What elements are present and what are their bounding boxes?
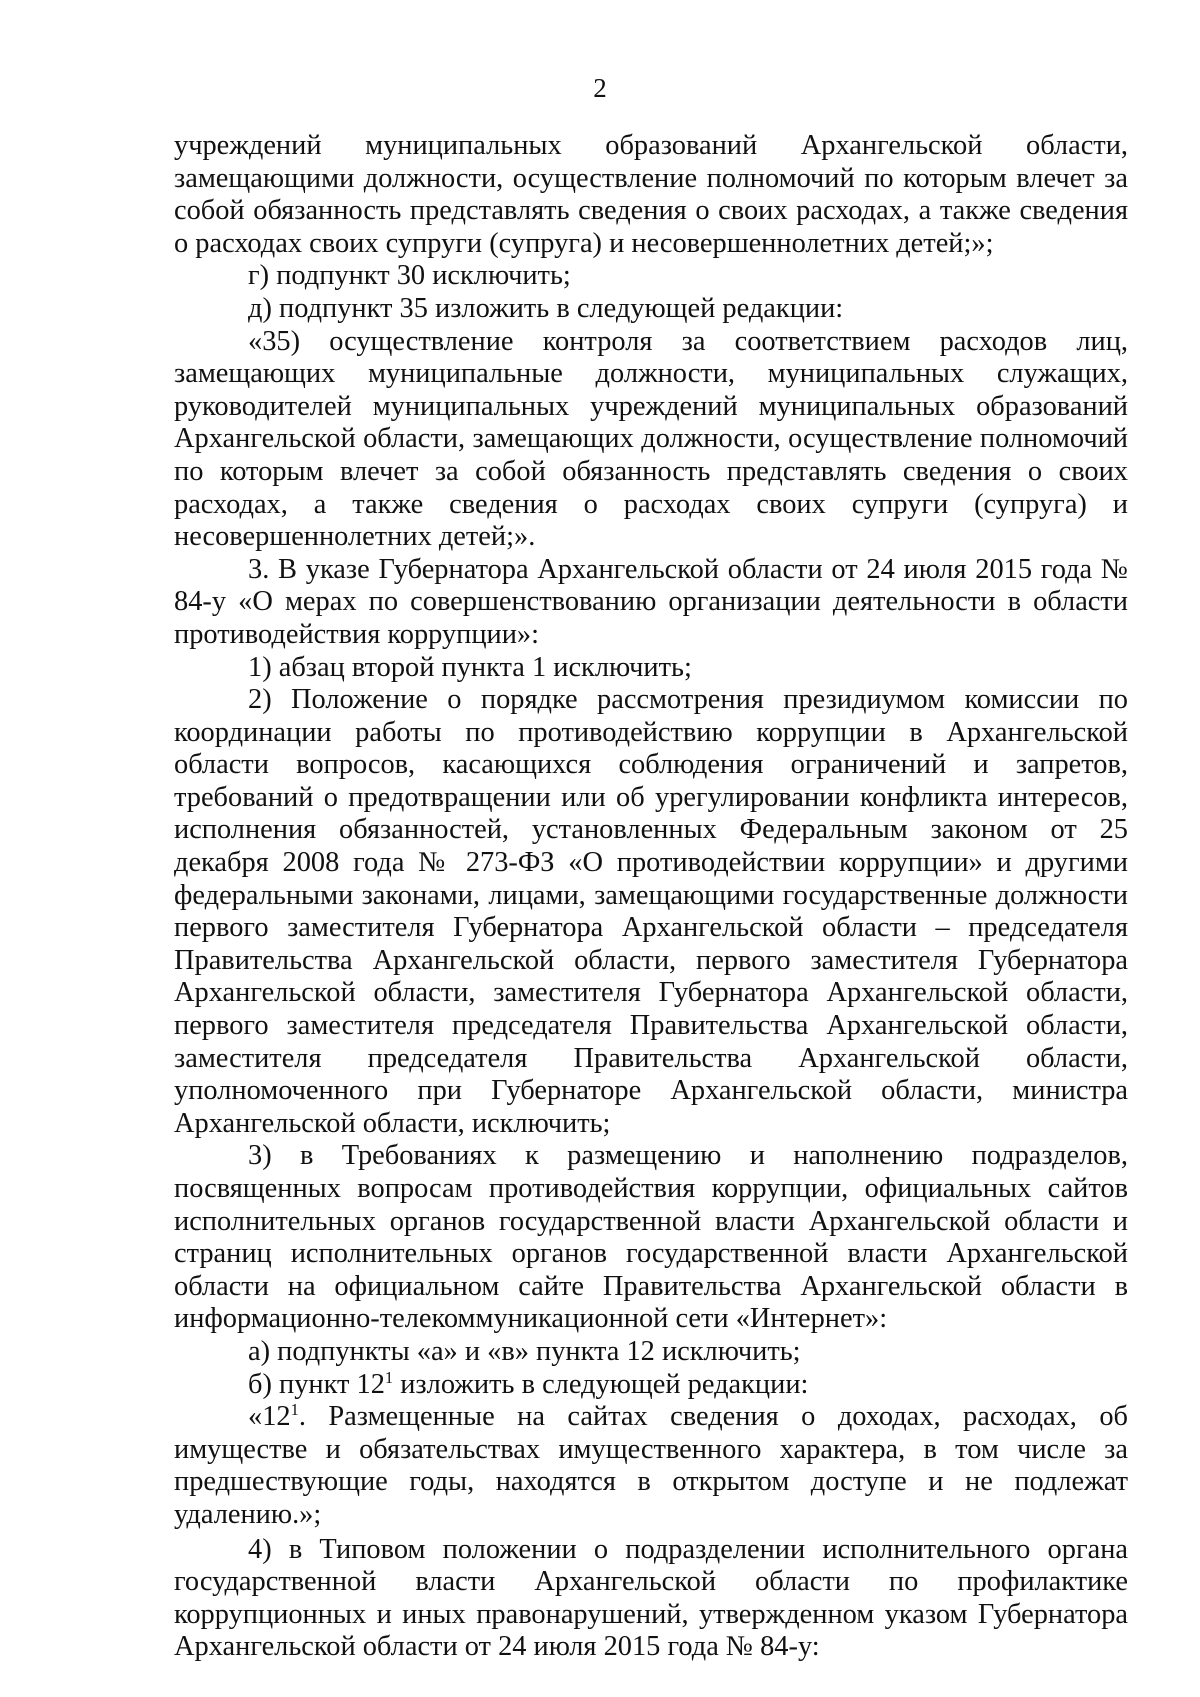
page-number: 2 [593,73,607,103]
paragraph-subitem-a: а) подпункты «а» и «в» пункта 12 исключить; [248,1335,801,1367]
paragraph-subitem-g: г) подпункт 30 исключить; [248,260,571,292]
superscript-one: 1 [384,1367,394,1387]
paragraph-subitem-b [174,1369,1128,1402]
paragraph-item-2: 2) Положение о порядке рассмотрения президиумом комиссии по координации работы по противодействию коррупции в Архангельской области вопросов, касающихся соблюдения ограничений и запретов, требований о предотвращении или об урегулировании конфликта интересов, исполнения обязанностей, установленных Федеральным законом от 25 декабря 2008 года № 273-ФЗ «О противодействии коррупции» и другими федеральными законами, лицами, замещающими государственные должности первого заместителя Губернатора Архангельской области – председателя Правительства Архангельской области, первого заместителя Губернатора Архангельской области, заместителя Губернатора Архангельской области, первого заместителя председателя Правительства Архангельской области, заместителя председателя Правительства Архангельской области, уполномоченного при Губернаторе Архангельской области, министра Архангельской области, исключить; [174,684,1128,1139]
paragraph-quoted-item-35: «35) осуществление контроля за соответствием расходов лиц, замещающих муниципальные должности, муниципальных служащих, руководителей муниципальных учреждений муниципальных образований Архангельской области, замещающих должности, осуществление полномочий по которым влечет за собой обязанность представлять сведения о своих расходах, а также сведения о расходах своих супруги (супруга) и несовершеннолетних детей;». [174,325,1128,553]
paragraph-subitem-d: д) подпункт 35 изложить в следующей редакции: [248,292,844,324]
paragraph-subitem-b-end: изложить в следующей редакции: [393,1368,809,1400]
paragraph-item-1: 1) абзац второй пункта 1 исключить; [248,651,692,683]
paragraph-section-3: 3. В указе Губернатора Архангельской области от 24 июля 2015 года № 84-у «О мерах по совершенствованию организации деятельности в области противодействия коррупции»: [174,553,1128,650]
quoted-item-text: . Размещенные на сайтах сведения о доходах, расходах, об имуществе и обязательствах имущественного характера, в том числе за предшествующие годы, находятся в открытом доступе и не подлежат удалению.»; [174,1401,1128,1530]
paragraph-item-4: 4) в Типовом положении о подразделении исполнительного органа государственной власти Архангельской области по профилактике коррупционных и иных правонарушений, утвержденном указом Губернатора Архангельской области от 24 июля 2015 года № 84-у: [174,1533,1128,1663]
paragraph-subitem-b-start: б) пункт 12 [248,1368,385,1400]
paragraph-quoted-item-12-1 [174,1401,1128,1531]
quoted-item-number: «12 [248,1401,291,1433]
document-body [174,130,1128,1664]
superscript-one: 1 [290,1399,299,1419]
paragraph-item-3: 3) в Требованиях к размещению и наполнению подразделов, посвященных вопросам противодействия коррупции, официальных сайтов исполнительных органов государственной власти Архангельской области и страниц исполнительных органов государственной власти Архангельской области на официальном сайте Правительства Архангельской области в информационно-телекоммуникационной сети «Интернет»: [174,1140,1128,1335]
paragraph-continuation: учреждений муниципальных образований Архангельской области, замещающими должности, осуществление полномочий по которым влечет за собой обязанность представлять сведения о своих расходах, а также сведения о расходах своих супруги (супруга) и несовершеннолетних детей;»; [174,130,1128,259]
